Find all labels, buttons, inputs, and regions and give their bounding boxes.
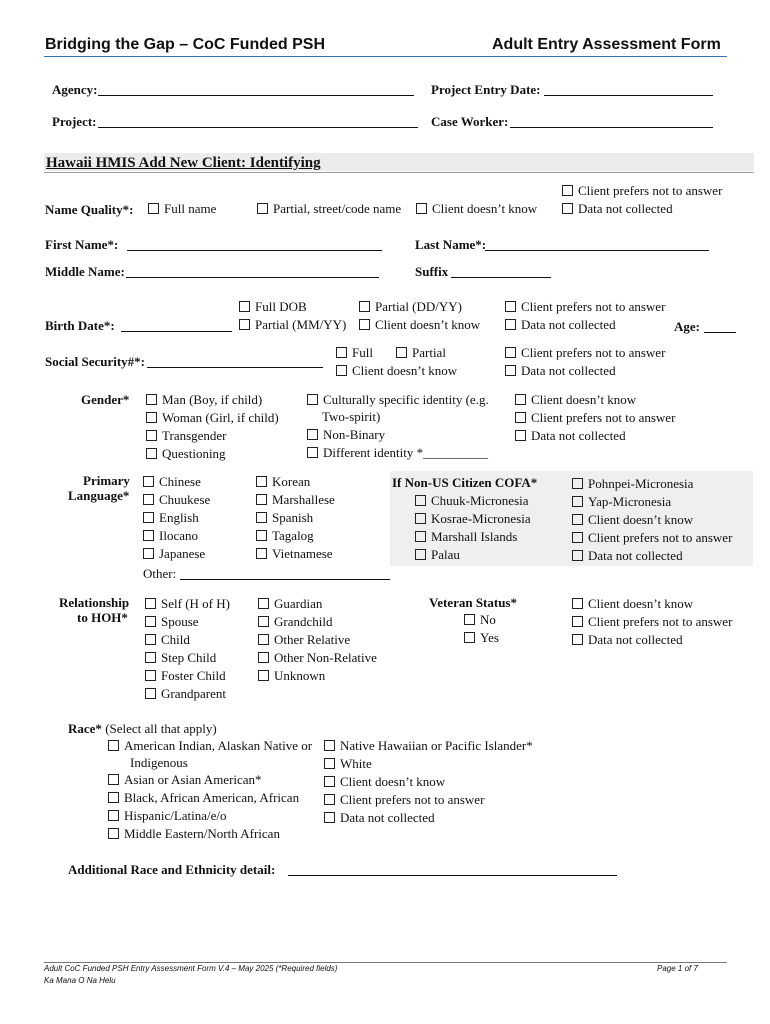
gender-prefers-not[interactable]: Client prefers not to answer	[515, 410, 675, 426]
checkbox-icon	[108, 740, 119, 751]
checkbox-icon	[505, 347, 516, 358]
race-asian[interactable]: Asian or Asian American*	[108, 772, 262, 788]
race-prefers-not[interactable]: Client prefers not to answer	[324, 792, 484, 808]
checkbox-icon	[148, 203, 159, 214]
lang-tagalog[interactable]: Tagalog	[256, 528, 314, 544]
birth-date-label: Birth Date*:	[45, 318, 115, 333]
checkbox-icon	[324, 794, 335, 805]
dob-partial-ddyy[interactable]: Partial (DD/YY)	[359, 299, 462, 315]
footer-org: Ka Mana O Na Helu	[44, 976, 116, 985]
gender-man[interactable]: Man (Boy, if child)	[146, 392, 262, 408]
name-quality-prefers-not[interactable]: Client prefers not to answer	[562, 183, 722, 199]
dob-not-collected[interactable]: Data not collected	[505, 317, 616, 333]
last-name-field[interactable]	[485, 250, 709, 251]
checkbox-icon	[143, 530, 154, 541]
age-field[interactable]	[704, 332, 736, 333]
checkbox-icon	[146, 412, 157, 423]
checkbox-icon	[359, 319, 370, 330]
checkbox-icon	[145, 616, 156, 627]
checkbox-icon	[572, 514, 583, 525]
checkbox-icon	[324, 758, 335, 769]
checkbox-icon	[145, 652, 156, 663]
middle-name-field[interactable]	[126, 277, 379, 278]
gender-questioning[interactable]: Questioning	[146, 446, 226, 462]
footer-form-version: Adult CoC Funded PSH Entry Assessment Form V.4 – May 2025 (*Required fields)	[44, 964, 338, 973]
name-quality-partial[interactable]: Partial, street/code name	[257, 201, 401, 217]
checkbox-icon	[258, 616, 269, 627]
checkbox-icon	[258, 670, 269, 681]
gender-different-identity[interactable]: Different identity *__________	[307, 445, 488, 461]
checkbox-icon	[464, 614, 475, 625]
checkbox-icon	[572, 496, 583, 507]
checkbox-icon	[416, 203, 427, 214]
checkbox-icon	[336, 347, 347, 358]
section-divider	[44, 172, 754, 173]
checkbox-icon	[256, 512, 267, 523]
checkbox-icon	[505, 365, 516, 376]
rel-child[interactable]: Child	[145, 632, 190, 648]
cofa-chuuk[interactable]: Chuuk-Micronesia	[415, 493, 528, 509]
cofa-dont-know[interactable]: Client doesn’t know	[572, 512, 693, 528]
first-name-field[interactable]	[127, 250, 382, 251]
lang-marshallese[interactable]: Marshallese	[256, 492, 335, 508]
language-label: Primary	[83, 473, 130, 488]
cofa-label: If Non-US Citizen COFA*	[392, 475, 538, 490]
veteran-prefers-not[interactable]: Client prefers not to answer	[572, 614, 732, 630]
gender-dont-know[interactable]: Client doesn’t know	[515, 392, 636, 408]
project-label: Project:	[52, 114, 97, 129]
checkbox-icon	[145, 688, 156, 699]
checkbox-icon	[258, 652, 269, 663]
birth-date-field[interactable]	[121, 331, 232, 332]
cofa-yap[interactable]: Yap-Micronesia	[572, 494, 671, 510]
lang-vietnamese[interactable]: Vietnamese	[256, 546, 333, 562]
checkbox-icon	[572, 598, 583, 609]
checkbox-icon	[505, 301, 516, 312]
form-program-title: Bridging the Gap – CoC Funded PSH	[45, 36, 325, 53]
rel-self[interactable]: Self (H of H)	[145, 596, 230, 612]
checkbox-icon	[143, 476, 154, 487]
lang-korean[interactable]: Korean	[256, 474, 310, 490]
checkbox-icon	[359, 301, 370, 312]
project-field[interactable]	[98, 127, 418, 128]
race-white[interactable]: White	[324, 756, 372, 772]
section-title: Hawaii HMIS Add New Client: Identifying	[46, 155, 321, 171]
checkbox-icon	[145, 634, 156, 645]
gender-transgender[interactable]: Transgender	[146, 428, 227, 444]
cofa-marshall-islands[interactable]: Marshall Islands	[415, 529, 517, 545]
language-label-2: Language*	[68, 488, 130, 503]
lang-chuukese[interactable]: Chuukese	[143, 492, 210, 508]
ssn-prefers-not[interactable]: Client prefers not to answer	[505, 345, 665, 361]
checkbox-icon	[307, 447, 318, 458]
lang-spanish[interactable]: Spanish	[256, 510, 313, 526]
checkbox-icon	[572, 634, 583, 645]
checkbox-icon	[324, 776, 335, 787]
checkbox-icon	[108, 828, 119, 839]
checkbox-icon	[572, 478, 583, 489]
checkbox-icon	[515, 430, 526, 441]
footer-divider	[44, 962, 727, 963]
checkbox-icon	[307, 394, 318, 405]
gender-culturally-specific[interactable]: Culturally specific identity (e.g.	[307, 392, 489, 408]
suffix-label: Suffix	[415, 264, 449, 279]
checkbox-icon	[108, 774, 119, 785]
checkbox-icon	[256, 494, 267, 505]
race-black[interactable]: Black, African American, African	[108, 790, 299, 806]
lang-english[interactable]: English	[143, 510, 199, 526]
name-quality-not-collected[interactable]: Data not collected	[562, 201, 673, 217]
ssn-label: Social Security#*:	[45, 354, 146, 369]
checkbox-icon	[336, 365, 347, 376]
agency-field[interactable]	[98, 95, 414, 96]
checkbox-icon	[256, 548, 267, 559]
rel-grandparent[interactable]: Grandparent	[145, 686, 226, 702]
checkbox-icon	[143, 494, 154, 505]
checkbox-icon	[256, 530, 267, 541]
veteran-label: Veteran Status*	[429, 595, 517, 610]
rel-foster-child[interactable]: Foster Child	[145, 668, 226, 684]
checkbox-icon	[562, 185, 573, 196]
checkbox-icon	[515, 412, 526, 423]
lang-other-field[interactable]	[180, 579, 390, 580]
rel-other-non-relative[interactable]: Other Non-Relative	[258, 650, 377, 666]
header-divider	[44, 56, 727, 57]
lang-ilocano[interactable]: Ilocano	[143, 528, 198, 544]
form-title: Adult Entry Assessment Form	[492, 36, 721, 53]
lang-japanese[interactable]: Japanese	[143, 546, 205, 562]
checkbox-icon	[108, 792, 119, 803]
ssn-dont-know[interactable]: Client doesn’t know	[336, 363, 457, 379]
additional-detail-label: Additional Race and Ethnicity detail:	[68, 862, 276, 877]
checkbox-icon	[415, 549, 426, 560]
agency-label: Agency:	[52, 82, 98, 97]
page-number: Page 1 of 7	[657, 964, 698, 973]
gender-culturally-specific-cont: Two-spirit)	[322, 409, 381, 424]
rel-guardian[interactable]: Guardian	[258, 596, 322, 612]
cofa-prefers-not[interactable]: Client prefers not to answer	[572, 530, 732, 546]
gender-not-collected[interactable]: Data not collected	[515, 428, 626, 444]
veteran-yes[interactable]: Yes	[464, 630, 499, 646]
checkbox-icon	[145, 598, 156, 609]
checkbox-icon	[239, 319, 250, 330]
checkbox-icon	[258, 598, 269, 609]
age-label: Age:	[674, 319, 700, 334]
checkbox-icon	[307, 429, 318, 440]
rel-other-relative[interactable]: Other Relative	[258, 632, 350, 648]
checkbox-icon	[415, 531, 426, 542]
race-hint: (Select all that apply)	[105, 721, 217, 736]
checkbox-icon	[143, 512, 154, 523]
name-quality-dont-know[interactable]: Client doesn’t know	[416, 201, 537, 217]
ssn-full[interactable]: Full	[336, 345, 373, 361]
checkbox-icon	[572, 532, 583, 543]
name-quality-full[interactable]: Full name	[148, 201, 216, 217]
gender-label: Gender*	[81, 392, 130, 407]
cofa-kosrae[interactable]: Kosrae-Micronesia	[415, 511, 531, 527]
dob-prefers-not[interactable]: Client prefers not to answer	[505, 299, 665, 315]
case-worker-field[interactable]	[510, 127, 713, 128]
relationship-label-2: to HOH*	[77, 610, 128, 625]
checkbox-icon	[562, 203, 573, 214]
checkbox-icon	[143, 548, 154, 559]
veteran-dont-know[interactable]: Client doesn’t know	[572, 596, 693, 612]
checkbox-icon	[146, 430, 157, 441]
suffix-field[interactable]	[451, 277, 551, 278]
checkbox-icon	[464, 632, 475, 643]
last-name-label: Last Name*:	[415, 237, 487, 252]
rel-spouse[interactable]: Spouse	[145, 614, 199, 630]
race-heading	[68, 721, 217, 737]
relationship-label: Relationship	[59, 595, 130, 610]
dob-full[interactable]: Full DOB	[239, 299, 307, 315]
race-hispanic[interactable]: Hispanic/Latina/e/o	[108, 808, 227, 824]
gender-non-binary[interactable]: Non-Binary	[307, 427, 385, 443]
ssn-field[interactable]	[147, 367, 323, 368]
veteran-no[interactable]: No	[464, 612, 496, 628]
checkbox-icon	[108, 810, 119, 821]
checkbox-icon	[324, 740, 335, 751]
checkbox-icon	[515, 394, 526, 405]
race-american-indian[interactable]: American Indian, Alaskan Native or	[108, 738, 312, 754]
checkbox-icon	[415, 495, 426, 506]
lang-chinese[interactable]: Chinese	[143, 474, 201, 490]
lang-other-label: Other:	[143, 566, 177, 581]
cofa-palau[interactable]: Palau	[415, 547, 460, 563]
checkbox-icon	[396, 347, 407, 358]
dob-partial-mmyy[interactable]: Partial (MM/YY)	[239, 317, 346, 333]
rel-grandchild[interactable]: Grandchild	[258, 614, 332, 630]
project-entry-date-label: Project Entry Date:	[431, 82, 541, 97]
race-middle-eastern[interactable]: Middle Eastern/North African	[108, 826, 280, 842]
race-not-collected[interactable]: Data not collected	[324, 810, 435, 826]
checkbox-icon	[505, 319, 516, 330]
checkbox-icon	[145, 670, 156, 681]
checkbox-icon	[146, 394, 157, 405]
rel-step-child[interactable]: Step Child	[145, 650, 216, 666]
checkbox-icon	[239, 301, 250, 312]
ssn-partial[interactable]: Partial	[396, 345, 446, 361]
checkbox-icon	[256, 476, 267, 487]
checkbox-icon	[415, 513, 426, 524]
race-native-hawaiian[interactable]: Native Hawaiian or Pacific Islander*	[324, 738, 533, 754]
race-label: Race*	[68, 721, 102, 736]
project-entry-date-field[interactable]	[544, 95, 713, 96]
cofa-not-collected[interactable]: Data not collected	[572, 548, 683, 564]
checkbox-icon	[572, 550, 583, 561]
checkbox-icon	[257, 203, 268, 214]
first-name-label: First Name*:	[45, 237, 119, 252]
name-quality-label: Name Quality*:	[45, 202, 134, 217]
race-american-indian-cont: Indigenous	[130, 755, 188, 770]
checkbox-icon	[324, 812, 335, 823]
cofa-pohnpei[interactable]: Pohnpei-Micronesia	[572, 476, 693, 492]
additional-detail-field[interactable]	[288, 875, 617, 876]
checkbox-icon	[146, 448, 157, 459]
checkbox-icon	[258, 634, 269, 645]
checkbox-icon	[572, 616, 583, 627]
veteran-not-collected[interactable]: Data not collected	[572, 632, 683, 648]
race-dont-know[interactable]: Client doesn’t know	[324, 774, 445, 790]
ssn-not-collected[interactable]: Data not collected	[505, 363, 616, 379]
middle-name-label: Middle Name:	[45, 264, 125, 279]
gender-woman[interactable]: Woman (Girl, if child)	[146, 410, 279, 426]
case-worker-label: Case Worker:	[431, 114, 509, 129]
dob-dont-know[interactable]: Client doesn’t know	[359, 317, 480, 333]
rel-unknown[interactable]: Unknown	[258, 668, 325, 684]
